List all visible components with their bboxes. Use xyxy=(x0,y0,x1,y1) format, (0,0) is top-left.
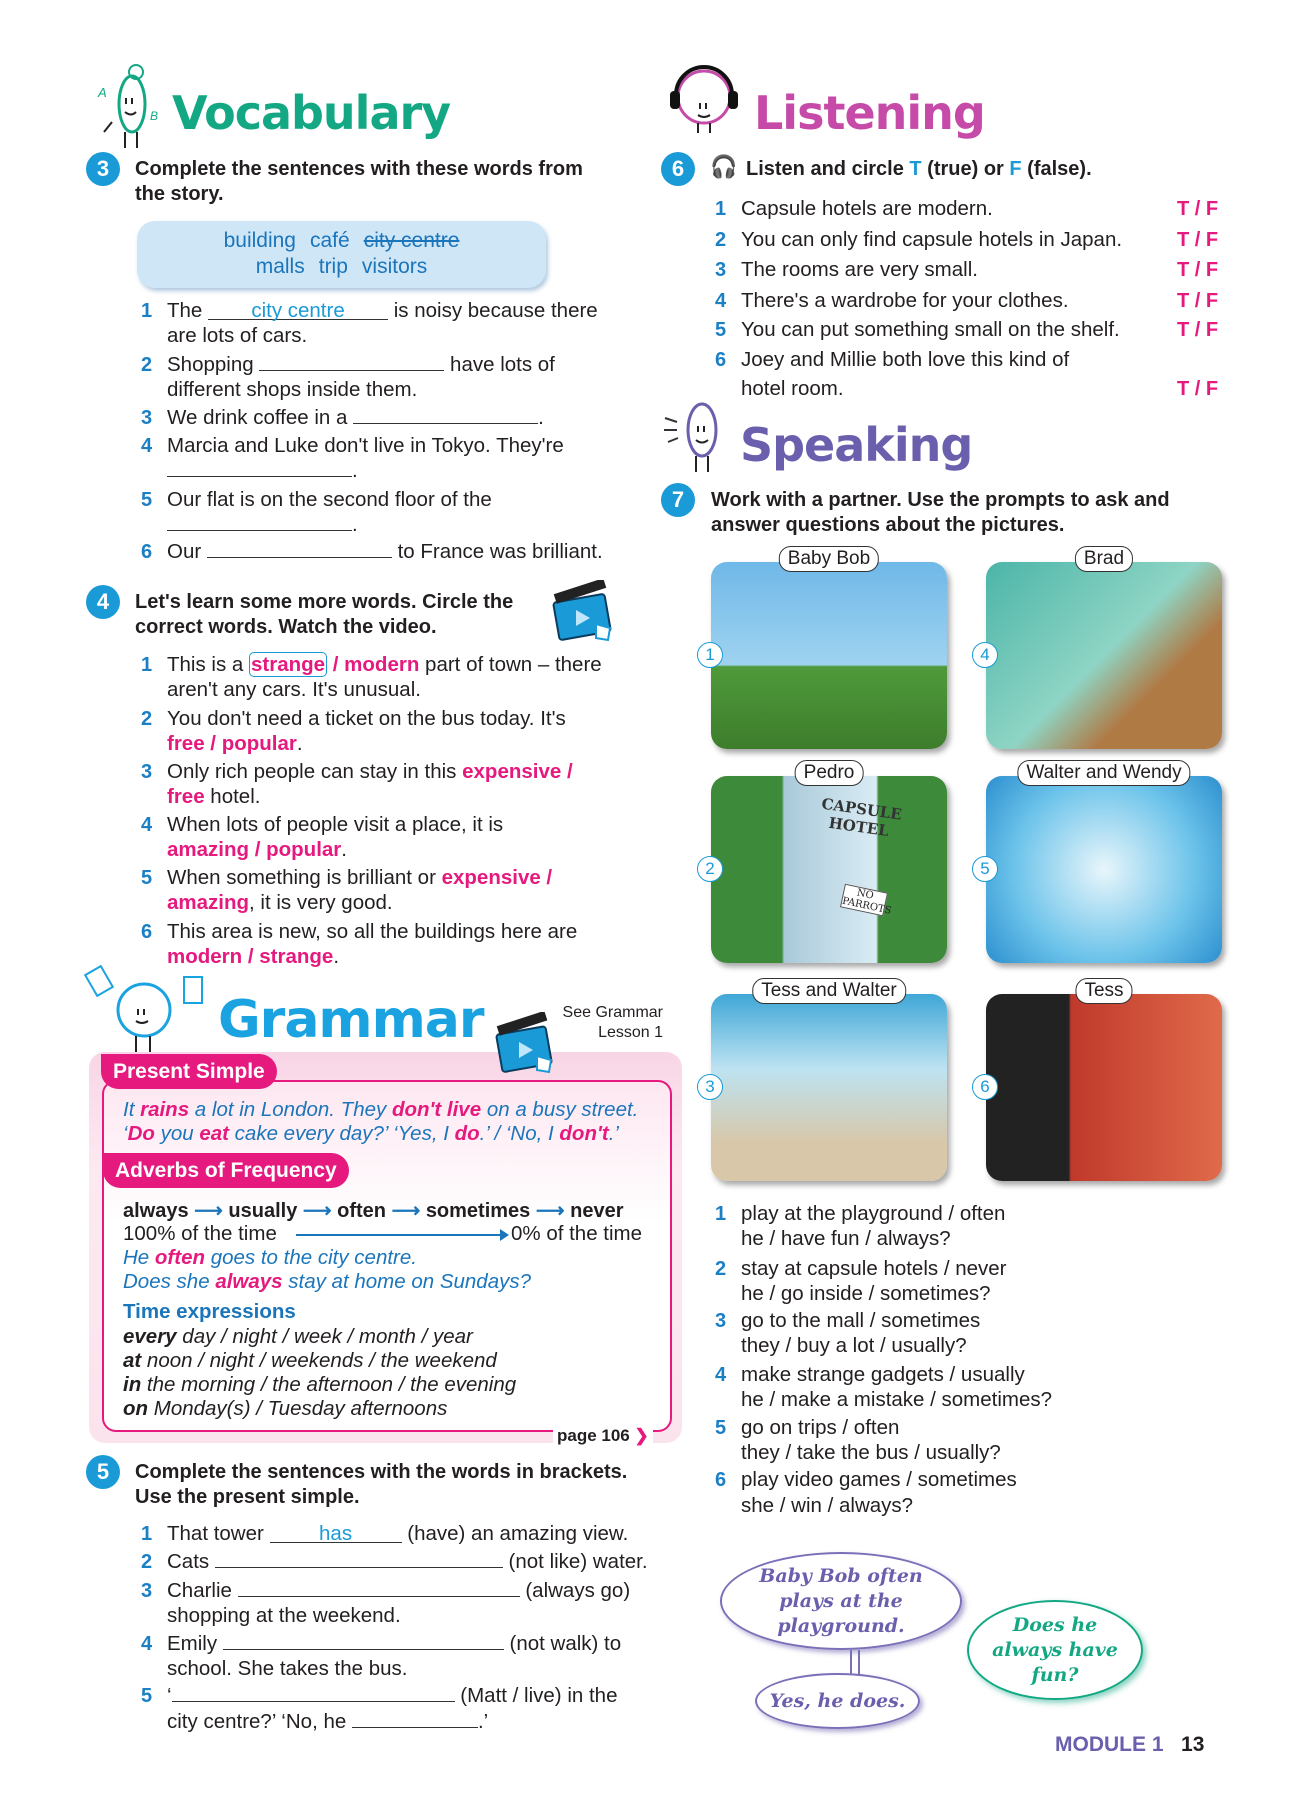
exercise-5-item-number: 1 xyxy=(141,1523,153,1545)
grammar-mascot-icon xyxy=(84,965,214,1057)
circled-answer[interactable]: strange xyxy=(251,653,326,676)
exercise-5-item-number: 3 xyxy=(141,1580,153,1602)
exercise-3-item-line xyxy=(167,353,555,377)
listening-title: Listening xyxy=(754,86,985,140)
svg-text:B: B xyxy=(150,109,159,123)
exercise-5-item-line xyxy=(167,1604,401,1628)
highlight-word: expensive / xyxy=(441,866,553,889)
word-box-word: building xyxy=(223,229,296,252)
arrow-right-icon: ⟶ xyxy=(188,1200,229,1222)
text-segment: aren't any cars. It's unusual. xyxy=(167,678,421,701)
picture-number: 6 xyxy=(972,1074,998,1100)
exercise-4-item-line xyxy=(167,866,552,890)
exercise-3-instruction-line-2: the story. xyxy=(135,183,224,205)
exercise-4-item-number: 6 xyxy=(141,921,153,943)
grammar-example xyxy=(123,1122,619,1146)
text-segment: (have) an amazing view. xyxy=(401,1522,629,1545)
exercise-3-item-number: 1 xyxy=(141,300,153,322)
text-segment: day / night / week / month / year xyxy=(176,1325,473,1348)
exercise-4-item-line xyxy=(167,732,303,756)
text-segment: to France was brilliant. xyxy=(391,540,603,563)
word-box-word: malls xyxy=(255,255,305,278)
bold-word: every xyxy=(123,1325,177,1348)
vocabulary-title: Vocabulary xyxy=(172,86,451,140)
highlight-word: eat xyxy=(199,1122,229,1145)
text-segment: (not walk) to xyxy=(503,1632,622,1655)
text-segment: (false). xyxy=(1021,158,1092,180)
grammar-example xyxy=(123,1246,417,1270)
text-segment: .’ xyxy=(608,1122,619,1145)
exercise-6-item-line: Joey and Millie both love this kind of xyxy=(741,348,1070,371)
highlight-word: don't live xyxy=(391,1098,482,1121)
adverb: often xyxy=(337,1200,387,1222)
text-segment: .’ xyxy=(477,1710,489,1733)
exercise-6-item-line: The rooms are very small. xyxy=(741,258,978,281)
highlight-word: free / popular xyxy=(167,732,297,755)
answer-blank-input[interactable] xyxy=(259,353,444,371)
page-reference-text: page 106 xyxy=(557,1426,630,1445)
exercise-6-instruction xyxy=(746,157,1092,182)
exercise-5-instruction-line-1: Complete the sentences with the words in brackets. xyxy=(135,1461,628,1483)
answer-blank-input[interactable] xyxy=(172,1684,455,1702)
word-box-word: café xyxy=(310,229,350,252)
time-expressions-label: Time expressions xyxy=(123,1300,296,1323)
text-segment: Does she xyxy=(123,1270,216,1293)
prompt-item-number: 6 xyxy=(715,1469,727,1491)
grammar-video-clapper-icon[interactable] xyxy=(495,1012,561,1076)
text-segment: Shopping xyxy=(167,353,260,376)
prompt-item-line: go on trips / often xyxy=(741,1416,900,1439)
headphones-icon: 🎧 xyxy=(710,154,738,179)
blue-letter: F xyxy=(1009,158,1022,180)
adverb: never xyxy=(570,1200,624,1222)
scale-arrow-head xyxy=(500,1229,509,1241)
highlight-word: don't xyxy=(559,1122,609,1145)
capsule-hotel-sign: CAPSULE HOTEL xyxy=(820,794,903,841)
text-segment: is noisy because there xyxy=(388,299,598,322)
text-segment: , it is very good. xyxy=(249,891,393,914)
text-segment: It xyxy=(123,1098,141,1121)
prompt-item-line: they / take the bus / usually? xyxy=(741,1441,1001,1464)
exercise-3-item-line xyxy=(167,299,598,323)
grammar-example xyxy=(123,1270,531,1294)
word-box-word: visitors xyxy=(361,255,428,278)
exercise-3-item-line xyxy=(167,406,544,430)
text-segment: . xyxy=(538,406,544,429)
text-segment: Monday(s) / Tuesday afternoons xyxy=(148,1397,448,1420)
picture-6 xyxy=(986,994,1222,1181)
arrow-right-icon: ❯ xyxy=(634,1426,649,1445)
prompt-item-number: 1 xyxy=(715,1203,727,1225)
page-reference-link[interactable] xyxy=(553,1426,653,1446)
text-segment: on a busy street. xyxy=(481,1098,639,1121)
picture-label: Brad xyxy=(1075,546,1133,572)
time-expression xyxy=(123,1325,473,1349)
see-grammar-line-2: Lesson 1 xyxy=(598,1024,663,1041)
page-number: 13 xyxy=(1181,1733,1205,1756)
exercise-5-item-line xyxy=(167,1710,488,1734)
bold-word: on xyxy=(123,1397,149,1420)
text-segment: city centre?’ ‘No, he xyxy=(167,1710,352,1733)
exercise-4-instruction-line-2: correct words. Watch the video. xyxy=(135,616,437,638)
exercise-6-item-number: 4 xyxy=(715,290,727,312)
text-segment: (not like) water. xyxy=(502,1550,648,1573)
scale-start: 100% of the time xyxy=(123,1222,277,1245)
true-false-choice[interactable]: T / F xyxy=(1177,198,1219,220)
no-parrots-sign: NO PARROTS xyxy=(840,884,888,917)
picture-label: Tess xyxy=(1075,978,1132,1004)
highlight-word: modern / strange xyxy=(167,945,334,968)
text-segment: (always go) xyxy=(519,1579,631,1602)
exercise-number-4: 4 xyxy=(86,585,120,619)
text-segment: .’ / ‘No, I xyxy=(479,1122,560,1145)
picture-label: Baby Bob xyxy=(779,546,879,572)
word-box xyxy=(137,221,546,288)
picture-number: 2 xyxy=(697,856,723,882)
text-segment: have lots of xyxy=(444,353,555,376)
exercise-4-item-line xyxy=(167,891,393,915)
exercise-3-item-number: 4 xyxy=(141,435,153,457)
exercise-3-item-number: 2 xyxy=(141,354,153,376)
true-false-choice[interactable]: T / F xyxy=(1177,319,1219,341)
exercise-4-item-number: 3 xyxy=(141,761,153,783)
true-false-choice[interactable]: T / F xyxy=(1177,229,1219,251)
speech-bubble-question: Does he always have fun? xyxy=(967,1600,1143,1700)
exercise-4-instruction-line-1: Let's learn some more words. Circle the xyxy=(135,591,514,613)
time-expression xyxy=(123,1349,497,1373)
exercise-4-item-line xyxy=(167,785,260,809)
exercise-6-item-line: Capsule hotels are modern. xyxy=(741,197,993,220)
time-expression xyxy=(123,1397,447,1421)
exercise-number-7: 7 xyxy=(661,483,695,517)
text-segment: a lot in London. They xyxy=(189,1098,392,1121)
adverb: sometimes xyxy=(425,1200,531,1222)
adverbs-of-frequency-label: Adverbs of Frequency xyxy=(103,1153,349,1188)
adverb-scale xyxy=(123,1198,623,1223)
module-label: MODULE 1 xyxy=(1055,1733,1164,1756)
text-segment: Marcia and Luke don't live in Tokyo. They're xyxy=(167,434,564,457)
bold-word: in xyxy=(123,1373,142,1396)
exercise-4-item-line xyxy=(167,838,347,862)
highlight-word: amazing xyxy=(167,891,250,914)
answer-blank[interactable]: city centre xyxy=(208,302,388,320)
text-segment: The xyxy=(167,299,209,322)
vocabulary-mascot-icon xyxy=(92,62,167,152)
text-segment: stay at home on Sundays? xyxy=(282,1270,531,1293)
picture-label: Tess and Walter xyxy=(752,978,906,1004)
grammar-example xyxy=(123,1098,638,1122)
see-grammar-line-1: See Grammar xyxy=(562,1004,663,1021)
picture-number: 1 xyxy=(697,642,723,668)
exercise-4-item-number: 2 xyxy=(141,708,153,730)
exercise-number-3: 3 xyxy=(86,152,120,186)
exercise-6-item-line: You can put something small on the shelf. xyxy=(741,318,1120,341)
text-segment: That tower xyxy=(167,1522,270,1545)
text-segment: He xyxy=(123,1246,155,1269)
exercise-3-item-line xyxy=(167,434,564,458)
text-segment: . xyxy=(333,945,340,968)
exercise-3-item-line xyxy=(167,378,417,402)
prompt-item-line: he / have fun / always? xyxy=(741,1227,951,1250)
highlight-word: amazing / popular xyxy=(167,838,342,861)
text-segment: When lots of people visit a place, it is xyxy=(167,813,504,836)
picture-4 xyxy=(986,562,1222,749)
exercise-5-item-line xyxy=(167,1550,648,1574)
picture-number: 5 xyxy=(972,856,998,882)
prompt-item-line: play video games / sometimes xyxy=(741,1468,1017,1491)
picture-3 xyxy=(711,994,947,1181)
text-segment: Cats xyxy=(167,1550,215,1573)
text-segment: are lots of cars. xyxy=(167,324,308,347)
svg-text:A: A xyxy=(98,85,107,100)
text-segment: You don't need a ticket on the bus today. It's xyxy=(167,707,566,730)
text-segment: . xyxy=(352,459,358,482)
exercise-3-item-line xyxy=(167,513,358,537)
text-segment: (true) or xyxy=(921,158,1010,180)
exercise-3-item-line xyxy=(167,459,358,483)
text-segment: Charlie xyxy=(167,1579,238,1602)
arrow-right-icon: ⟶ xyxy=(386,1200,426,1222)
exercise-number-6: 6 xyxy=(661,152,695,186)
video-clapper-icon[interactable] xyxy=(552,580,622,644)
text-segment: ‘ xyxy=(123,1122,128,1145)
prompt-item-line: go to the mall / sometimes xyxy=(741,1309,981,1332)
bubble-connector xyxy=(850,1650,860,1675)
exercise-3-item-number: 5 xyxy=(141,489,153,511)
text-segment: shopping at the weekend. xyxy=(167,1604,401,1627)
adverb: usually xyxy=(228,1200,298,1222)
time-expression xyxy=(123,1373,516,1397)
highlight-word: often xyxy=(154,1246,206,1269)
exercise-5-instruction-line-2: Use the present simple. xyxy=(135,1486,360,1508)
speech-bubble-answer: Yes, he does. xyxy=(755,1673,920,1729)
text-segment: school. She takes the bus. xyxy=(167,1657,408,1680)
exercise-6-item-line: You can only find capsule hotels in Japan. xyxy=(741,228,1123,251)
word-box-word: city centre xyxy=(363,229,460,252)
true-false-choice[interactable]: T / F xyxy=(1177,290,1219,312)
highlight-word: free xyxy=(167,785,205,808)
answer-blank-input[interactable] xyxy=(352,1710,478,1728)
text-segment: the morning / the afternoon / the evening xyxy=(141,1373,517,1396)
exercise-3-instruction-line-1: Complete the sentences with these words from xyxy=(135,158,583,180)
exercise-3-item-number: 6 xyxy=(141,541,153,563)
text-segment: This area is new, so all the buildings here are xyxy=(167,920,578,943)
exercise-5-item-number: 5 xyxy=(141,1685,153,1707)
picture-number: 4 xyxy=(972,642,998,668)
text-segment: . xyxy=(341,838,347,861)
exercise-4-item-line xyxy=(167,813,503,837)
text-segment: . xyxy=(352,513,358,536)
arrow-right-icon: ⟶ xyxy=(530,1200,571,1222)
text-segment: Our flat is on the second floor of the xyxy=(167,488,492,511)
exercise-6-item-number: 5 xyxy=(715,319,727,341)
exercise-5-item-line xyxy=(167,1632,621,1656)
page-footer xyxy=(1055,1733,1204,1757)
exercise-3-item-line xyxy=(167,488,492,512)
text-segment: noon / night / weekends / the weekend xyxy=(141,1349,497,1372)
exercise-6-item-line: There's a wardrobe for your clothes. xyxy=(741,289,1069,312)
answer-blank-input[interactable] xyxy=(238,1579,520,1597)
scale-arrow xyxy=(296,1234,502,1236)
present-simple-label: Present Simple xyxy=(101,1054,277,1089)
prompt-item-line: he / make a mistake / sometimes? xyxy=(741,1388,1053,1411)
exercise-4-item-number: 1 xyxy=(141,654,153,676)
text-segment: cake every day?’ ‘Yes, I xyxy=(228,1122,455,1145)
picture-label: Walter and Wendy xyxy=(1017,760,1190,786)
exercise-3-item-number: 3 xyxy=(141,407,153,429)
word-box-word: trip xyxy=(318,255,348,278)
answer-blank-input[interactable] xyxy=(353,406,538,424)
answer-blank-input[interactable] xyxy=(167,459,352,477)
prompt-item-number: 3 xyxy=(715,1310,727,1332)
prompt-item-number: 5 xyxy=(715,1417,727,1439)
exercise-4-item-line xyxy=(167,945,339,969)
true-false-choice[interactable]: T / F xyxy=(1177,259,1219,281)
highlight-word: expensive / xyxy=(462,760,573,783)
picture-1 xyxy=(711,562,947,749)
listening-mascot-icon xyxy=(662,55,742,135)
exercise-4-item-number: 5 xyxy=(141,867,153,889)
true-false-choice[interactable]: T / F xyxy=(1177,378,1219,400)
speaking-title: Speaking xyxy=(740,418,973,472)
exercise-7-instruction-line-2: answer questions about the pictures. xyxy=(711,514,1065,536)
prompt-item-number: 4 xyxy=(715,1364,727,1386)
exercise-5-item-line xyxy=(167,1684,617,1708)
adverb: always xyxy=(123,1200,189,1222)
exercise-6-item-number: 2 xyxy=(715,229,727,251)
prompt-item-line: they / buy a lot / usually? xyxy=(741,1334,967,1357)
exercise-3-item-line xyxy=(167,324,307,348)
answer-blank-input[interactable] xyxy=(215,1550,503,1568)
text-segment: different shops inside them. xyxy=(167,378,418,401)
answer-blank[interactable]: has xyxy=(270,1525,402,1543)
exercise-4-item-line xyxy=(167,678,421,702)
picture-5 xyxy=(986,776,1222,963)
blue-letter: T xyxy=(909,158,922,180)
text-segment: Our xyxy=(167,540,207,563)
exercise-5-item-line xyxy=(167,1579,630,1603)
prompt-item-line: he / go inside / sometimes? xyxy=(741,1282,991,1305)
highlight-word: / modern xyxy=(327,653,420,676)
text-segment: hotel. xyxy=(204,785,261,808)
exercise-6-item-line: hotel room. xyxy=(741,377,844,400)
answer-blank-input[interactable] xyxy=(207,540,392,558)
exercise-4-item-line xyxy=(167,707,566,731)
scale-end: 0% of the time xyxy=(511,1222,643,1245)
highlight-word: always xyxy=(215,1270,283,1293)
picture-label: Pedro xyxy=(795,760,864,786)
arrow-right-icon: ⟶ xyxy=(297,1200,338,1222)
prompt-item-line: make strange gadgets / usually xyxy=(741,1363,1025,1386)
text-segment: We drink coffee in a xyxy=(167,406,354,429)
text-segment: you xyxy=(154,1122,200,1145)
exercise-number-5: 5 xyxy=(86,1455,120,1489)
exercise-4-item-line xyxy=(167,760,573,784)
text-segment: This is a xyxy=(167,653,250,676)
exercise-5-item-number: 4 xyxy=(141,1633,153,1655)
exercise-4-item-line xyxy=(167,920,577,944)
text-segment: When something is brilliant or xyxy=(167,866,442,889)
exercise-5-item-line xyxy=(167,1657,407,1681)
highlight-word: Do xyxy=(127,1122,155,1145)
exercise-6-item-number: 3 xyxy=(715,259,727,281)
exercise-4-item-number: 4 xyxy=(141,814,153,836)
exercise-6-item-number: 6 xyxy=(715,349,727,371)
exercise-4-item-line xyxy=(167,653,602,677)
text-segment: goes to the city centre. xyxy=(205,1246,417,1269)
speech-bubble-statement: Baby Bob often plays at the playground. xyxy=(720,1552,962,1650)
answer-blank-input[interactable] xyxy=(167,513,352,531)
text-segment: Emily xyxy=(167,1632,223,1655)
prompt-item-line: she / win / always? xyxy=(741,1494,914,1517)
text-segment: (Matt / live) in the xyxy=(454,1684,618,1707)
exercise-7-instruction-line-1: Work with a partner. Use the prompts to ask and xyxy=(711,489,1170,511)
bold-word: at xyxy=(123,1349,142,1372)
prompt-item-line: play at the playground / often xyxy=(741,1202,1006,1225)
text-segment: . xyxy=(296,732,303,755)
speaking-mascot-icon xyxy=(660,388,730,478)
text-segment: Listen and circle xyxy=(746,158,910,180)
exercise-5-item-line xyxy=(167,1522,628,1546)
prompt-item-number: 2 xyxy=(715,1258,727,1280)
prompt-item-line: stay at capsule hotels / never xyxy=(741,1257,1007,1280)
grammar-title: Grammar xyxy=(218,990,484,1050)
text-segment: ‘ xyxy=(167,1684,172,1707)
text-segment: part of town – there xyxy=(419,653,602,676)
exercise-6-item-number: 1 xyxy=(715,198,727,220)
highlight-word: do xyxy=(454,1122,480,1145)
exercise-5-item-number: 2 xyxy=(141,1551,153,1573)
text-segment: Only rich people can stay in this xyxy=(167,760,463,783)
answer-blank-input[interactable] xyxy=(223,1632,504,1650)
highlight-word: rains xyxy=(140,1098,190,1121)
picture-number: 3 xyxy=(697,1074,723,1100)
exercise-3-item-line xyxy=(167,540,603,564)
